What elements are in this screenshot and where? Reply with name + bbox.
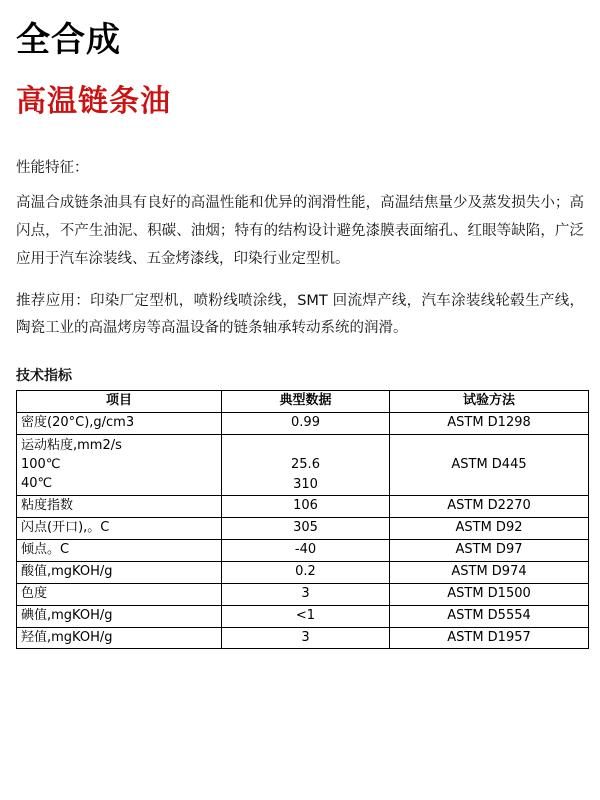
features-paragraph: 高温合成链条油具有良好的高温性能和优异的润滑性能，高温结焦量少及蒸发损失小；高闪点，不产生油泥、积碳、油烟；特有的结构设计避免漆膜表面缩孔、红眼等缺陷，广泛应用于汽车涂装线、五金烤漆线，印染行业定型机。 xyxy=(16,195,584,267)
table-header-method: 试验方法 xyxy=(390,391,589,413)
cell-item: 粘度指数 xyxy=(17,496,222,518)
table-row xyxy=(17,496,589,518)
spec-table xyxy=(16,390,589,649)
page-title: 全合成 xyxy=(16,20,121,60)
cell-method: ASTM D1298 xyxy=(390,413,589,435)
table-row xyxy=(17,434,589,496)
table-header-row xyxy=(17,391,589,413)
table-row xyxy=(17,605,589,627)
cell-item: 密度(20°C),g/cm3 xyxy=(17,413,222,435)
cell-item: 碘值,mgKOH/g xyxy=(17,605,222,627)
features-label: 性能特征： xyxy=(16,160,89,177)
cell-value: 106 xyxy=(222,496,390,518)
page-subtitle: 高温链条油 xyxy=(16,84,171,120)
cell-value: 0.2 xyxy=(222,562,390,584)
table-row xyxy=(17,627,589,649)
table-header-value: 典型数据 xyxy=(222,391,390,413)
cell-method: ASTM D97 xyxy=(390,540,589,562)
cell-value: 3 xyxy=(222,583,390,605)
table-row xyxy=(17,540,589,562)
cell-method: ASTM D974 xyxy=(390,562,589,584)
cell-item-line1: 运动粘度,mm2/s xyxy=(21,437,122,453)
cell-value: 3 xyxy=(222,627,390,649)
cell-method: ASTM D1957 xyxy=(390,627,589,649)
cell-item xyxy=(17,434,222,496)
cell-method: ASTM D1500 xyxy=(390,583,589,605)
cell-value xyxy=(222,434,390,496)
table-header-item: 项目 xyxy=(17,391,222,413)
cell-item: 闪点(开口),。C xyxy=(17,518,222,540)
cell-item: 羟值,mgKOH/g xyxy=(17,627,222,649)
cell-value-line2: 25.6 xyxy=(291,457,320,473)
cell-item-line2: 100℃ xyxy=(21,456,61,472)
cell-item-line3: 40℃ xyxy=(21,475,53,491)
cell-method: ASTM D445 xyxy=(390,434,589,496)
table-row xyxy=(17,518,589,540)
cell-value: <1 xyxy=(222,605,390,627)
cell-method: ASTM D2270 xyxy=(390,496,589,518)
application-paragraph: 推荐应用：印染厂定型机，喷粉线喷涂线，SMT 回流焊产线，汽车涂装线轮毂生产线，陶瓷工业的高温烤房等高温设备的链条轴承转动系统的润滑。 xyxy=(16,292,584,337)
cell-item: 酸值,mgKOH/g xyxy=(17,562,222,584)
cell-value: 305 xyxy=(222,518,390,540)
cell-value-line3: 310 xyxy=(293,476,318,492)
cell-item: 倾点。C xyxy=(17,540,222,562)
cell-method: ASTM D92 xyxy=(390,518,589,540)
table-row xyxy=(17,562,589,584)
cell-item: 色度 xyxy=(17,583,222,605)
cell-value: -40 xyxy=(222,540,390,562)
table-row xyxy=(17,583,589,605)
table-row xyxy=(17,413,589,435)
cell-method: ASTM D5554 xyxy=(390,605,589,627)
cell-value: 0.99 xyxy=(222,413,390,435)
tech-specs-label: 技术指标 xyxy=(16,368,72,385)
